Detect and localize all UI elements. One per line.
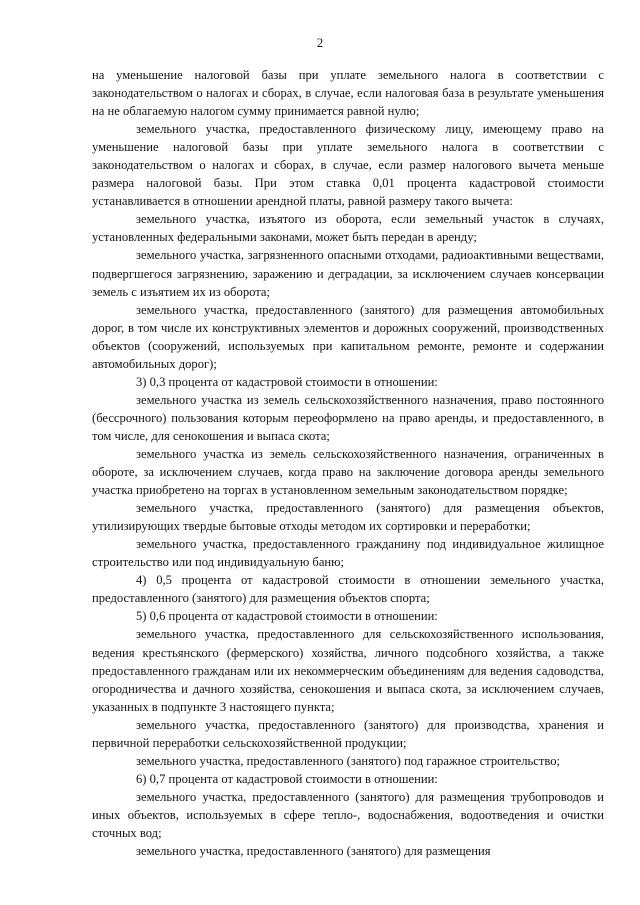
paragraph: земельного участка, предоставленного (занятого) для размещения объектов, утилизирующих твердые бытовые отходы методом их сортировки и переработки; (92, 501, 604, 534)
paragraph: 6) 0,7 процента от кадастровой стоимости в отношении: (136, 771, 438, 786)
paragraph: земельного участка, предоставленного (занятого) для размещения (136, 844, 491, 859)
paragraph: земельного участка, предоставленного (занятого) для размещения автомобильных дорог, в том числе их конструктивных элементов и дорожных сооружений, производственных объектов (сооружений, используемых при капитальном ремонте, ремонте и содержании автомобильных дорог); (92, 302, 604, 371)
paragraph: земельного участка из земель сельскохозяйственного назначения, ограниченных в обороте, за исключением случаев, когда право на заключение договора аренды земельного участка приобретено на торгах в установленном земельным законодательством порядке; (92, 446, 604, 498)
paragraph: земельного участка, предоставленного (занятого) для размещения трубопроводов и иных объектов, используемых в сфере тепло-, водоснабжения, водоотведения и очистки сточных вод; (92, 789, 604, 840)
paragraph: земельного участка, предоставленного гражданину под индивидуальное жилищное строительство или под индивидуальную баню; (92, 537, 604, 570)
paragraph: земельного участка, предоставленного физическому лицу, имеющему право на уменьшение налоговой базы при уплате земельного налога в соответствии с законодательством о налогах и сборах, в случае, если размер налогового вычета меньше размера налоговой базы. При этом ставка 0,01 процента кадастровой стоимости устанавливается в отношении арендной платы, равной размеру такого вычета: (92, 122, 604, 209)
paragraph: 5) 0,6 процента от кадастровой стоимости в отношении: (136, 609, 438, 624)
paragraph: земельного участка из земель сельскохозяйственного назначения, право постоянного (бессрочного) пользования которым переоформлено на право аренды, и предоставленного, в том числе, для сенокошения и выпаса скота; (92, 392, 604, 443)
paragraph: на уменьшение налоговой базы при уплате земельного налога в соответствии с законодательством о налогах и сборах, в случае, если налоговая база в результате уменьшения на не облагаемую налогом сумму принимается равной нулю; (92, 68, 604, 119)
paragraph: земельного участка, предоставленного (занятого) для производства, хранения и первичной переработки сельскохозяйственной продукции; (92, 717, 604, 750)
page-number: 2 (316, 35, 324, 50)
paragraph: земельного участка, предоставленного для сельскохозяйственного использования, ведения крестьянского (фермерского) хозяйства, личного подсобного хозяйства, а также предоставленного гражданам или их некоммерческим объединениям для ведения садоводства, огородничества и дачного хозяйства, сенокошения и выпаса скота, за исключением случаев, указанных в подпункте 3 настоящего пункта; (92, 627, 604, 714)
paragraph: 3) 0,3 процента от кадастровой стоимости в отношении: (136, 374, 438, 389)
paragraph: 4) 0,5 процента от кадастровой стоимости в отношении земельного участка, предоставленного (занятого) для размещения объектов спорта; (92, 573, 604, 606)
document-body (92, 66, 604, 860)
paragraph: земельного участка, загрязненного опасными отходами, радиоактивными веществами, подвергшегося загрязнению, заражению и деградации, за исключением случаев консервации земель с изъятием их из оборота; (92, 248, 604, 299)
paragraph: земельного участка, изъятого из оборота, если земельный участок в случаях, установленных федеральными законами, может быть передан в аренду; (92, 212, 604, 245)
paragraph: земельного участка, предоставленного (занятого) под гаражное строительство; (136, 753, 561, 768)
